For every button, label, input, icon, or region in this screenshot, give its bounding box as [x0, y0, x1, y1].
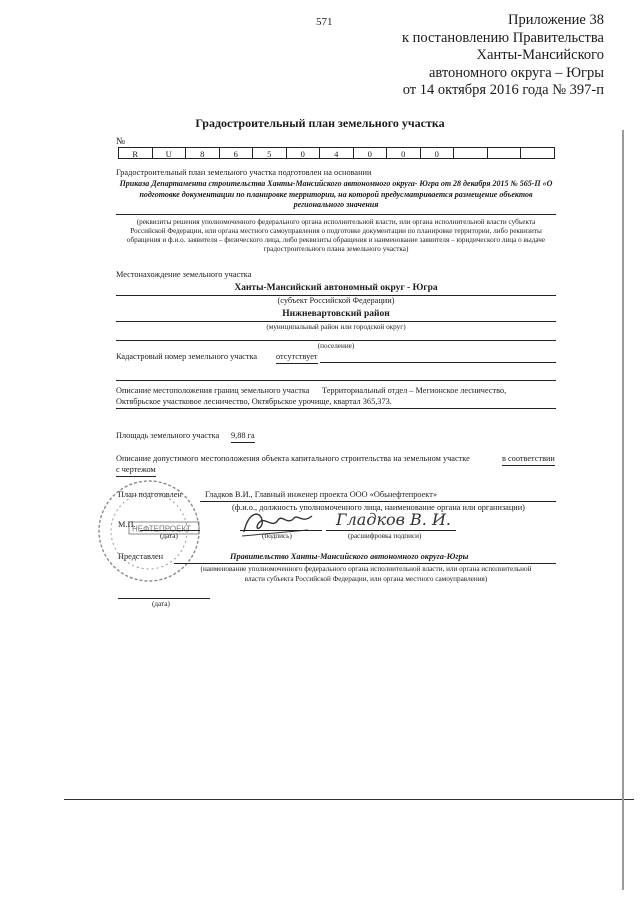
bottom-date-line [118, 598, 210, 599]
appendix-line-2: к постановлению Правительства [402, 29, 604, 46]
permissible-value-2: с чертежом [116, 465, 156, 477]
svg-text:НЕФТЕПРОЕКТ: НЕФТЕПРОЕКТ [132, 524, 191, 534]
divider [116, 340, 556, 341]
number-cell: 0 [354, 147, 388, 159]
bottom-date-note: (дата) [152, 600, 170, 608]
document-title: Градостроительный план земельного участка [195, 116, 445, 130]
scan-edge [622, 130, 624, 890]
date-note: (дата) [160, 532, 178, 540]
number-cell [454, 147, 488, 159]
number-label: № [116, 137, 126, 147]
presented-note-1: (наименование уполномоченного федерального органа исполнительной власти, или органа исполнительной [200, 565, 532, 573]
subject-note: (субъект Российской Федерации) [277, 296, 395, 305]
appendix-line-4: автономного округа – Югры [428, 64, 604, 81]
settlement-note: (поселение) [317, 342, 355, 350]
divider [174, 563, 556, 564]
boundary-label: Описание местоположения границ земельного участка [116, 386, 310, 395]
prepared-basis-label: Градостроительный план земельного участка подготовлен на основании [116, 168, 372, 177]
boundary-value-2: Октябрьское участковое лесничество, Октябрьское урочище, квартал 365,373. [116, 397, 392, 406]
district-value: Нижневартовский район [282, 309, 390, 319]
plan-number-grid [118, 147, 555, 159]
appendix-line-3: Ханты-Мансийского [476, 47, 604, 63]
number-cell: 5 [253, 147, 287, 159]
area-label: Площадь земельного участка [116, 431, 220, 440]
appendix-block [344, 12, 604, 100]
page-number: 571 [316, 16, 333, 28]
number-cell: R [119, 147, 153, 159]
divider [116, 214, 556, 215]
prepared-by-value: Гладков В.И., Главный инженер проекта ООО «Обьнефтепроект» [205, 490, 438, 499]
appendix-line-5: от 14 октября 2016 года № 397-п [402, 82, 604, 98]
district-note: (муниципальный район или городской округ) [266, 323, 406, 331]
prepared-by-note: (ф.и.о., должность уполномоченного лица, наименование органа или организации) [232, 503, 525, 512]
number-cell: 0 [387, 147, 421, 159]
date-line [140, 530, 200, 531]
divider [320, 362, 556, 363]
cadastral-label: Кадастровый номер земельного участка [116, 352, 258, 361]
number-cell [521, 147, 555, 159]
prepared-basis-value: Приказа Департамента строительства Ханты-Мансийского автономного округа- Югра от 28 декабря 2015 № 565-П «О подготовке документации по планировке территории, на которой предусматривается размещение объектов регионального значения [119, 179, 553, 209]
permissible-value-1: в соответствии [502, 454, 555, 466]
divider [116, 321, 556, 322]
divider [116, 380, 556, 381]
appendix-line-1: Приложение 38 [508, 12, 604, 28]
boundary-value-1: Территориальный отдел – Мегионское лесничество, [322, 386, 507, 395]
divider [200, 501, 556, 502]
number-cell: 8 [186, 147, 220, 159]
number-cell: 6 [220, 147, 254, 159]
presented-label: Представлен [118, 552, 164, 561]
decoding-note: (расшифровка подписи) [348, 532, 422, 540]
signature-decoded: Гладков В. И. [336, 510, 452, 529]
number-cell: U [153, 147, 187, 159]
decoding-line [326, 530, 456, 531]
signature-line [240, 530, 322, 531]
divider [116, 408, 556, 409]
footer-rule [64, 799, 634, 800]
prepared-basis-note: (реквизиты решения уполномоченного федерального органа исполнительной власти, или органа исполнительной власти субъекта Российской Федерации, или органа местного самоуправления о подготовке документации по планировке территории, либо реквизиты обращения и ф.и.о. заявителя – физического лица, либо реквизиты обращения и наименование заявителя – юридического лица о выдаче градостроительного плана земельного участка) [126, 218, 546, 253]
mp-label: М.П. [118, 520, 136, 529]
location-label: Местонахождение земельного участка [116, 270, 252, 279]
presented-value: Правительство Ханты-Мансийского автономного округа-Югры [230, 552, 469, 561]
presented-note-2: власти субъекта Российской Федерации, или органа местного самоуправления) [244, 575, 488, 583]
number-cell: 0 [421, 147, 455, 159]
subject-value: Ханты-Мансийский автономный округ - Югра [234, 283, 438, 293]
permissible-label: Описание допустимого местоположения объекта капитального строительства на земельном участке [116, 454, 470, 463]
number-cell: 4 [320, 147, 354, 159]
number-cell [488, 147, 522, 159]
prepared-by-label: План подготовлен [118, 490, 182, 499]
number-cell: 0 [287, 147, 321, 159]
cadastral-value: отсутствует [276, 352, 318, 364]
area-value: 9,88 га [231, 431, 255, 443]
signature-note: (подпись) [262, 532, 292, 540]
